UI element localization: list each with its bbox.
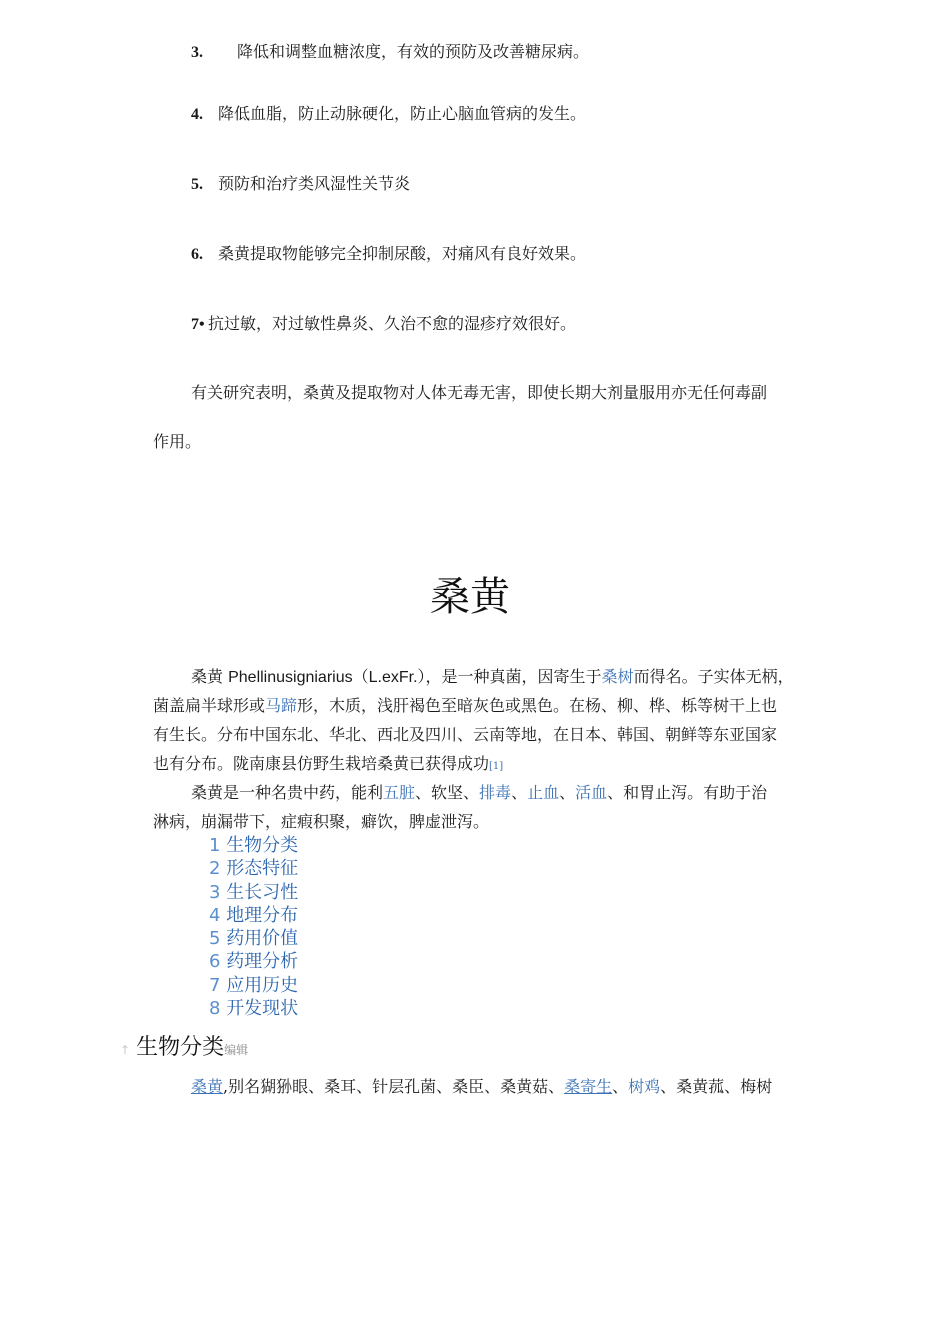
intro-p2-line-2: 淋病，崩漏带下，症瘕积聚，癖饮，脾虚泄泻。 (153, 812, 490, 831)
toc-label: 药理分析 (226, 951, 299, 973)
text: 、 (612, 1077, 629, 1096)
link-horse-hoof[interactable]: 马蹄 (265, 696, 298, 715)
toc-item-history[interactable] (209, 974, 298, 997)
toc-item-classification[interactable] (209, 834, 298, 857)
list-item-3 (191, 39, 589, 62)
link-mulberry-mistletoe[interactable]: 桑寄生 (564, 1077, 613, 1096)
text: 、桑黄菰、梅树 (660, 1077, 773, 1096)
text: 、 (559, 783, 576, 802)
list-number: 4. (191, 106, 203, 123)
list-text: 降低血脂，防止动脉硬化，防止心脑血管病的发生。 (218, 104, 587, 123)
safety-paragraph-line1: 有关研究表明，桑黄及提取物对人体无毒无害，即使长期大剂量服用亦无任何毒副 (191, 383, 768, 402)
toc-label: 形态特征 (226, 858, 299, 880)
list-item-6 (191, 241, 586, 264)
toc-number: 6 (209, 951, 221, 973)
text: ，是一种真菌，因寄生于 (425, 667, 602, 686)
list-number: 7• (191, 316, 205, 333)
link-hemostasis[interactable]: 止血 (527, 783, 560, 802)
text: 也有分布。陇南康县仿野生栽培桑黄已获得成功 (153, 754, 490, 773)
text: 桑黄是一种名贵中药，能利 (191, 783, 384, 802)
toc-number: 1 (209, 835, 221, 856)
section-heading-classification (120, 1030, 248, 1061)
text: ,别名猢狲眼、桑耳、针层孔菌、桑臣、桑黄菇、 (223, 1077, 565, 1096)
anchor-icon[interactable]: ↑ (120, 1043, 131, 1057)
link-five-organs[interactable]: 五脏 (383, 783, 416, 802)
article-title: 桑黄 (430, 574, 510, 620)
intro-line-3: 有生长。分布中国东北、华北、西北及四川、云南等地，在日本、韩国、朝鲜等东亚国家 (153, 725, 778, 744)
list-item-5 (191, 171, 410, 194)
text: 、和胃止泻。有助于治 (607, 783, 768, 802)
latin-name: Phellinusigniarius（L.exFr.） (228, 669, 426, 686)
toc-label: 药用价值 (226, 928, 299, 950)
list-number: 3. (191, 44, 203, 61)
safety-paragraph-line2: 作用。 (153, 432, 202, 451)
edit-link[interactable]: 编辑 (224, 1043, 249, 1057)
list-item-4 (191, 101, 586, 124)
link-sanghuang[interactable]: 桑黄 (191, 1077, 224, 1096)
toc-number: 8 (209, 998, 221, 1020)
list-text: 桑黄提取物能够完全抑制尿酸，对痛风有良好效果。 (218, 244, 587, 263)
section-title: 生物分类 (136, 1035, 225, 1060)
text: 桑黄 (191, 667, 229, 686)
text: 而得名。子实体无柄， (633, 667, 794, 686)
text: 、软坚、 (415, 783, 480, 802)
table-of-contents (209, 834, 298, 1020)
toc-label: 开发现状 (226, 998, 299, 1020)
toc-label: 应用历史 (226, 974, 299, 996)
toc-label: 生物分类 (226, 835, 299, 856)
list-number: 5. (191, 176, 203, 193)
link-detox[interactable]: 排毒 (479, 783, 512, 802)
classification-line-1 (191, 1072, 772, 1101)
toc-item-pharmacology[interactable] (209, 950, 298, 973)
toc-item-distribution[interactable] (209, 904, 298, 927)
link-tree-chicken[interactable]: 树鸡 (628, 1077, 661, 1096)
intro-line-4 (153, 749, 503, 781)
list-text: 抗过敏，对过敏性鼻炎、久治不愈的湿疹疗效很好。 (208, 314, 577, 333)
toc-item-morphology[interactable] (209, 857, 298, 880)
toc-number: 7 (209, 974, 221, 996)
toc-item-development[interactable] (209, 997, 298, 1020)
text: 、 (511, 783, 528, 802)
text: 菌盖扁半球形或 (153, 696, 266, 715)
list-number: 6. (191, 246, 203, 263)
intro-p2-line-1 (191, 778, 767, 807)
intro-line-2 (153, 691, 777, 720)
toc-label: 生长习性 (226, 881, 299, 903)
list-item-7 (191, 311, 576, 334)
toc-number: 4 (209, 904, 221, 926)
toc-label: 地理分布 (226, 904, 299, 926)
toc-number: 2 (209, 858, 221, 880)
toc-item-medicinal-value[interactable] (209, 927, 298, 950)
list-text: 降低和调整血糖浓度，有效的预防及改善糖尿病。 (237, 42, 590, 61)
intro-line-1 (191, 662, 794, 692)
text: 形，木质，浅肝褐色至暗灰色或黑色。在杨、柳、桦、栎等树干上也 (297, 696, 778, 715)
link-mulberry-tree[interactable]: 桑树 (601, 667, 634, 686)
link-blood-activation[interactable]: 活血 (575, 783, 608, 802)
reference-link-1[interactable]: [1] (489, 761, 504, 772)
toc-item-growth-habits[interactable] (209, 881, 298, 904)
toc-number: 3 (209, 881, 221, 903)
list-text: 预防和治疗类风湿性关节炎 (218, 174, 411, 193)
toc-number: 5 (209, 928, 221, 950)
